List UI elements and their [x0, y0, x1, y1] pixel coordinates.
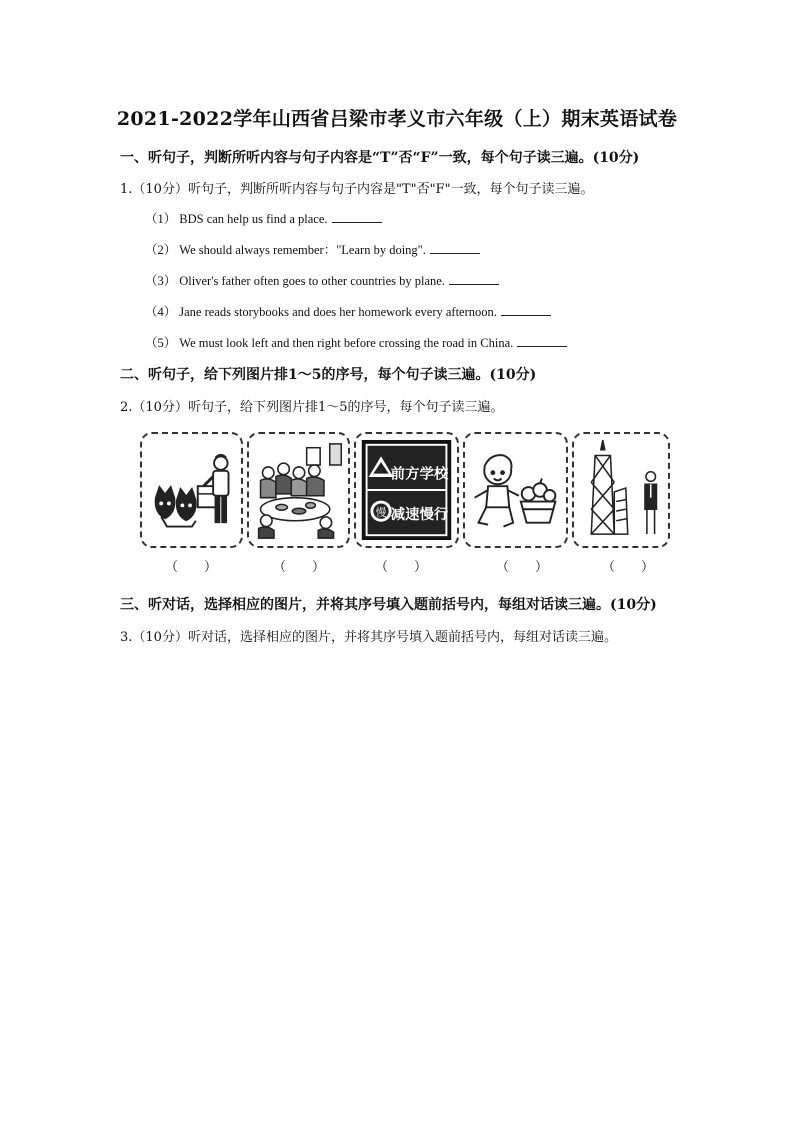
- item-text: Oliver's father often goes to other countries by plane.: [179, 274, 445, 288]
- answer-paren-3[interactable]: （ ）: [375, 559, 428, 574]
- question-1: 1.（10分）听句子，判断所听内容与句子内容是"T"否"F"一致，每个句子读三遍。: [120, 182, 594, 197]
- sign-text-top: 前方学校: [390, 466, 449, 483]
- question-2: 2.（10分）听句子，给下列图片排1～5的序号，每个句子读三遍。: [120, 400, 504, 415]
- item-number: （4）: [145, 305, 177, 319]
- answer-blank[interactable]: [517, 336, 567, 347]
- boy-fruit-illustration: [465, 434, 566, 546]
- q1-item-5: [145, 333, 567, 351]
- item-text: Jane reads storybooks and does her homework every afternoon.: [179, 305, 497, 319]
- picture-row: [140, 432, 670, 552]
- answer-paren-2[interactable]: （ ）: [273, 559, 326, 574]
- animals-man-illustration: [142, 434, 241, 546]
- sign-slow-icon-text: 慢: [375, 506, 387, 519]
- section-3-heading: 三、听对话，选择相应的图片，并将其序号填入题前括号内，每组对话读三遍。(10分): [120, 597, 657, 613]
- answer-blank[interactable]: [449, 274, 499, 285]
- family-dinner-illustration: [249, 434, 348, 546]
- item-text: We must look left and then right before crossing the road in China.: [179, 336, 514, 350]
- picture-boy-fruit: [463, 432, 568, 548]
- tower-man-illustration: [574, 434, 668, 546]
- section-1-heading: 一、听句子，判断所听内容与句子内容是“T”否“F”一致，每个句子读三遍。(10分): [120, 150, 640, 166]
- sign-text-bottom: 减速慢行: [390, 506, 449, 523]
- answer-blank[interactable]: [430, 243, 480, 254]
- page-title: 2021-2022学年山西省吕梁市孝义市六年级（上）期末英语试卷: [116, 108, 678, 130]
- question-3: 3.（10分）听对话，选择相应的图片，并将其序号填入题前括号内，每组对话读三遍。: [120, 630, 617, 645]
- q1-item-1: [145, 209, 382, 227]
- picture-tower-man: [572, 432, 670, 548]
- q1-item-2: [145, 240, 480, 258]
- item-number: （2）: [145, 243, 177, 257]
- answer-blank[interactable]: [332, 212, 382, 223]
- q1-item-3: [145, 271, 499, 289]
- section-2-heading: 二、听句子，给下列图片排1～5的序号，每个句子读三遍。(10分): [120, 367, 537, 383]
- answer-paren-4[interactable]: （ ）: [496, 559, 549, 574]
- answer-blank[interactable]: [501, 305, 551, 316]
- school-sign-illustration: [356, 434, 457, 546]
- picture-family-dinner: [247, 432, 350, 548]
- q1-item-4: [145, 302, 551, 320]
- picture-school-sign: [354, 432, 459, 548]
- picture-animals-and-man: [140, 432, 243, 548]
- item-text: BDS can help us find a place.: [179, 212, 328, 226]
- item-number: （3）: [145, 274, 177, 288]
- item-number: （5）: [145, 336, 177, 350]
- answer-paren-1[interactable]: （ ）: [165, 559, 218, 574]
- item-number: （1）: [145, 212, 177, 226]
- item-text: We should always remember："Learn by doing".: [179, 243, 426, 257]
- answer-paren-5[interactable]: （ ）: [602, 559, 655, 574]
